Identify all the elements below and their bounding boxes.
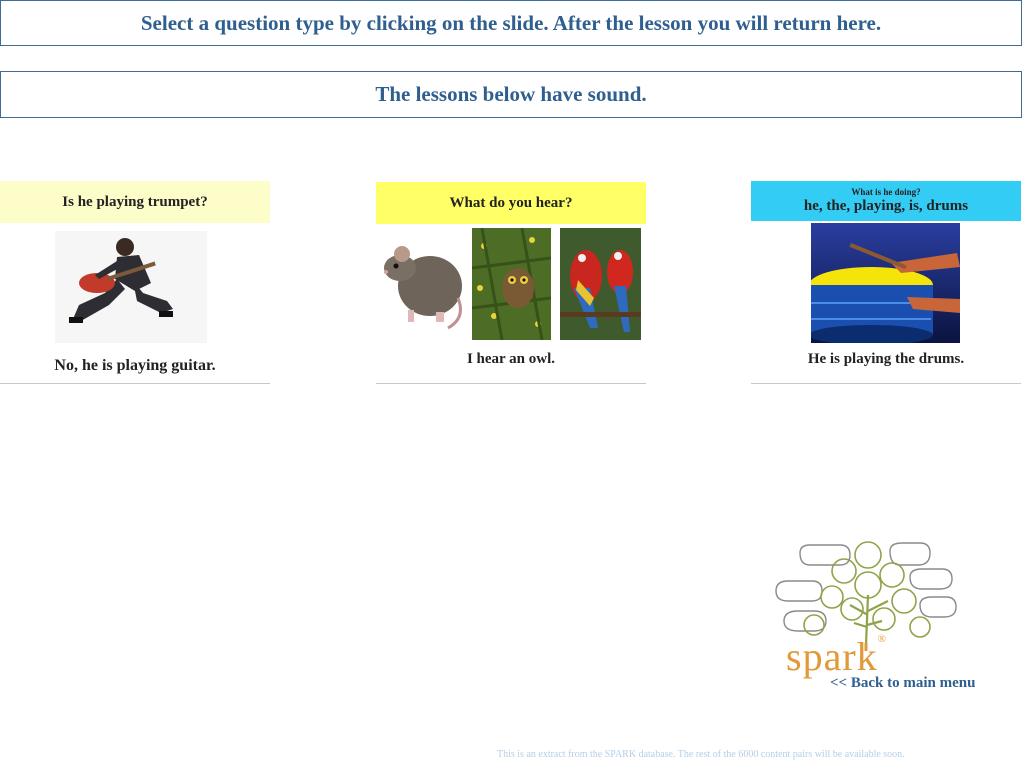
sound-notice-banner	[0, 71, 1022, 118]
slide-answer: I hear an owl.	[466, 351, 556, 367]
footer-note: This is an extract from the SPARK database. The rest of the 6000 content pairs will be available soon.	[497, 749, 905, 760]
spark-logo	[770, 535, 960, 685]
guitarist-photo	[55, 231, 207, 343]
slide-question	[376, 182, 646, 224]
slide-question-text: What do you hear?	[449, 194, 573, 211]
parrots-photo	[560, 228, 641, 340]
lesson-slide-guitar[interactable]	[0, 181, 270, 384]
rat-photo	[378, 228, 466, 340]
slide-question	[0, 181, 270, 223]
slide-question-sub: What is he doing?	[851, 187, 921, 197]
slide-question-text: Is he playing trumpet?	[62, 193, 208, 210]
logo-text	[786, 633, 887, 680]
lesson-slide-drums[interactable]	[751, 181, 1021, 384]
slide-answer: He is playing the drums.	[807, 351, 965, 367]
back-to-main-menu-link[interactable]: << Back to main menu	[830, 675, 976, 691]
lesson-slide-owl[interactable]	[376, 181, 646, 384]
slide-question	[751, 181, 1021, 221]
instruction-text: Select a question type by clicking on the slide. After the lesson you will return here.	[140, 10, 882, 35]
logo-wordmark: spark	[786, 634, 878, 679]
slide-answer: No, he is playing guitar.	[54, 357, 216, 374]
drums-photo	[811, 223, 960, 343]
registered-mark: ®	[877, 633, 887, 645]
sound-notice-text: The lessons below have sound.	[375, 82, 647, 106]
instruction-banner	[0, 0, 1022, 46]
owl-photo	[472, 228, 551, 340]
slide-question-text: he, the, playing, is, drums	[803, 198, 969, 214]
